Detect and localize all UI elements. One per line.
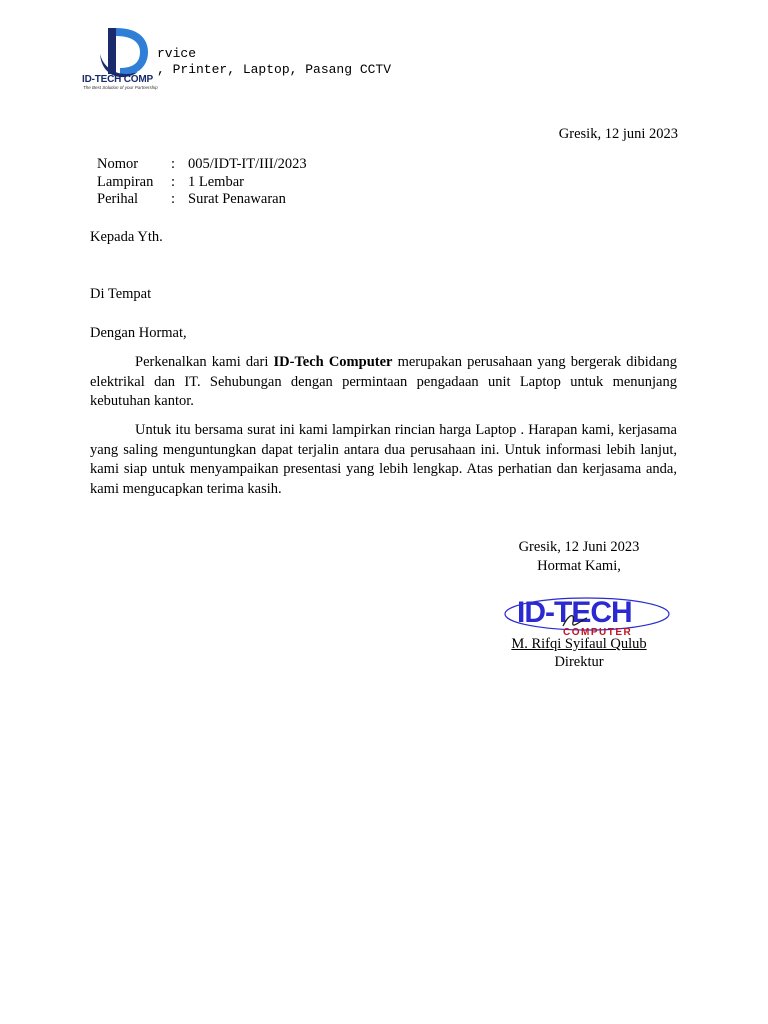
meta-separator: : <box>171 191 176 207</box>
logo-wordmark: ID-TECH COMP <box>82 74 153 85</box>
meta-key: Nomor <box>97 156 139 172</box>
logo-tagline: The Best Solution of your Partnership <box>83 85 158 90</box>
body-paragraph-1 <box>90 353 677 412</box>
company-stamp <box>503 592 671 638</box>
signature-date: Gresik, 12 Juni 2023 <box>518 539 640 555</box>
meta-value: Surat Penawaran <box>188 191 286 207</box>
meta-separator: : <box>171 174 176 190</box>
signatory-title: Direktur <box>554 654 604 670</box>
letterhead-line-1: rvice <box>157 46 197 61</box>
signature-closing: Hormat Kami, <box>537 558 621 574</box>
meta-value: 005/IDT-IT/III/2023 <box>188 156 307 172</box>
body-paragraph-2: Untuk itu bersama surat ini kami lampirkan rincian harga Laptop . Harapan kami, kerjasama yang saling menguntungkan dapat terjalin antara dua perusahaan ini. Untuk informasi lebih lanjut, kami siap untuk menyampaikan presentasi yang lebih lengkap. Atas perhatian dan kerjasama anda, kami mengucapkan terima kasih. <box>90 422 677 498</box>
letter-date: Gresik, 12 juni 2023 <box>558 126 678 142</box>
stamp-sub-text: COMPUTER <box>563 627 633 638</box>
signatory-name: M. Rifqi Syifaul Qulub <box>511 636 647 652</box>
paragraph-1-before: Perkenalkan kami dari <box>135 354 274 370</box>
greeting: Dengan Hormat, <box>90 325 187 341</box>
meta-key: Lampiran <box>97 174 154 190</box>
stamp-main-text: ID-TECH <box>517 596 632 629</box>
place-line: Di Tempat <box>90 286 152 302</box>
meta-key: Perihal <box>97 191 139 207</box>
letterhead-line-2: , Printer, Laptop, Pasang CCTV <box>157 62 392 77</box>
company-name-bold: ID-Tech Computer <box>273 354 393 370</box>
meta-value: 1 Lembar <box>188 174 244 190</box>
meta-separator: : <box>171 156 176 172</box>
recipient-line: Kepada Yth. <box>90 229 163 245</box>
paragraph-1-after: merupakan perusahaan yang bergerak dibidang elektrikal dan IT. Sehubungan dengan permintaan pengadaan unit Laptop untuk menunjang kebutuhan kantor. <box>90 354 677 410</box>
